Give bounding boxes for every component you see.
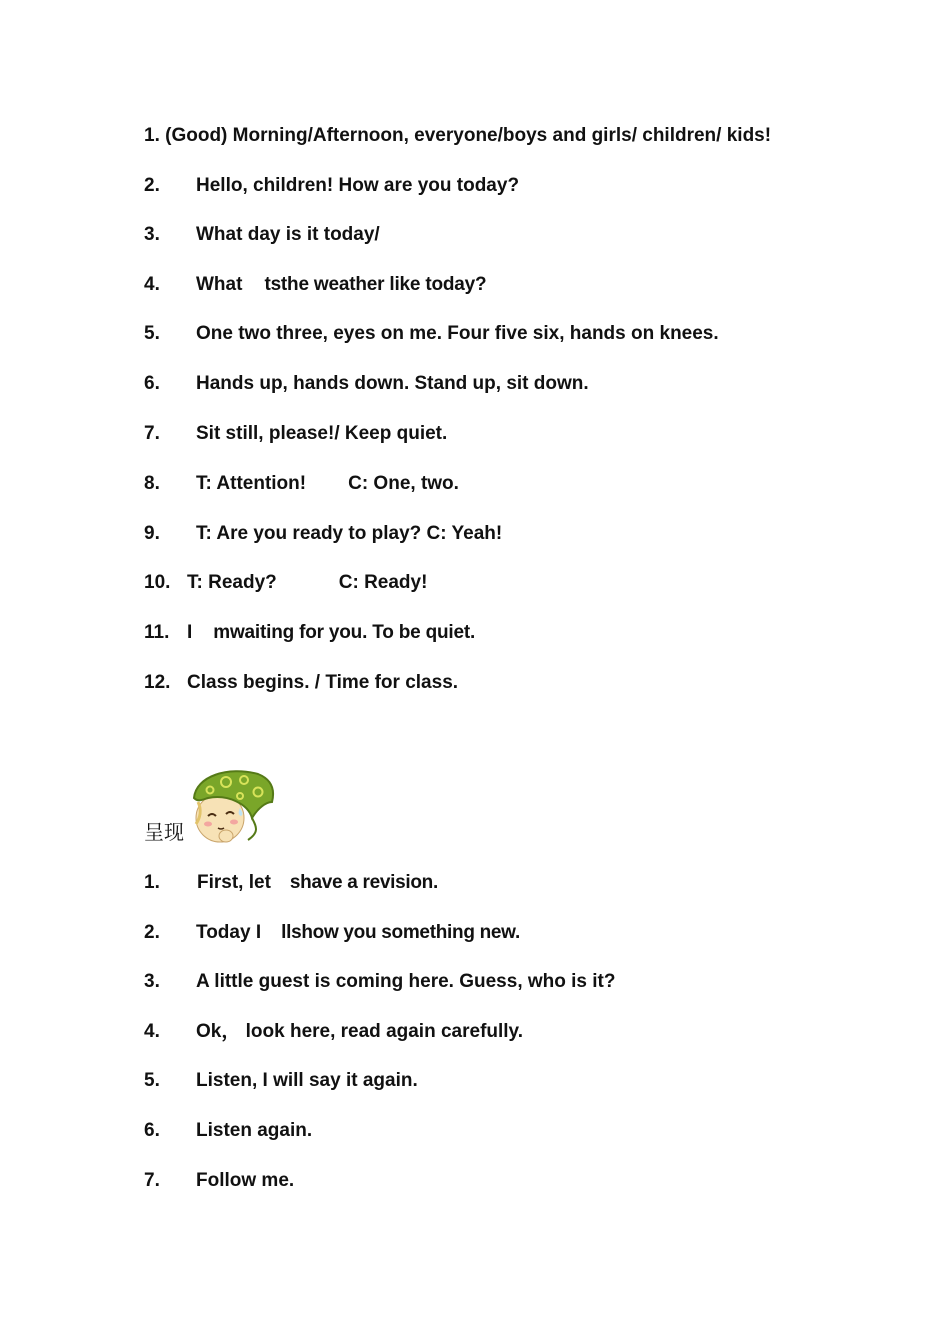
line-number: 5. (144, 1070, 160, 1091)
opening-line-1-text: 1. (Good) Morning/Afternoon, everyone/boys and girls/ children/ kids! (144, 125, 772, 146)
line-number: 3. (144, 971, 160, 992)
line-number: 10. (144, 572, 171, 593)
line-text-part2: tsthe weather like today? (264, 274, 487, 295)
line-number: 12. (144, 672, 171, 693)
line-number: 5. (144, 323, 160, 344)
line-text (187, 569, 427, 597)
line-text-part2: mwaiting for you. To be quiet. (213, 622, 476, 643)
line-text: One two three, eyes on me. Four five six, hands on knees. (196, 323, 719, 344)
line-text: Hello, children! How are you today? (196, 175, 520, 196)
line-text: Listen again. (196, 1120, 313, 1141)
line-text (196, 271, 486, 299)
line-number: 4. (144, 274, 160, 295)
line-text-part2: shave a revision. (289, 872, 438, 893)
line-text (197, 869, 438, 897)
line-text (196, 919, 520, 947)
line-text: Listen, I will say it again. (196, 1070, 418, 1091)
line-text: Follow me. (196, 1170, 295, 1191)
line-number: 2. (144, 175, 160, 196)
line-text-part2: C: One, two. (348, 473, 459, 494)
line-number: 7. (144, 1170, 160, 1191)
line-number: 8. (144, 473, 160, 494)
line-text: What day is it today/ (196, 224, 380, 245)
line-number: 7. (144, 423, 160, 444)
line-text-part1: T: Attention! (196, 473, 307, 494)
line-text: Ok， look here, read again carefully. (196, 1021, 523, 1042)
line-text: T: Are you ready to play? C: Yeah! (196, 523, 503, 544)
line-number: 2. (144, 922, 160, 943)
line-number: 4. (144, 1021, 160, 1042)
line-number: 3. (144, 224, 160, 245)
line-number: 9. (144, 523, 160, 544)
opening-line-1 (144, 122, 771, 150)
line-number: 11. (144, 622, 170, 643)
line-text-part1: Today I (196, 922, 262, 943)
line-number: 6. (144, 1120, 160, 1141)
line-text-part1: First, let (197, 872, 271, 893)
line-number: 1. (144, 872, 160, 893)
line-text-part1: T: Ready? (187, 572, 277, 593)
line-text-part2: C: Ready! (338, 572, 428, 593)
line-text (196, 470, 459, 498)
line-text: Hands up, hands down. Stand up, sit down. (196, 373, 589, 394)
line-text (187, 619, 475, 647)
line-text: Class begins. / Time for class. (187, 672, 459, 693)
line-text: Sit still, please!/ Keep quiet. (196, 423, 448, 444)
line-text-part1: I (187, 622, 193, 643)
leaf-hat-girl-icon (188, 768, 278, 848)
line-text-part2: llshow you something new. (281, 922, 520, 943)
section-title-presentation: 呈现 (144, 820, 184, 844)
line-text-part1: What (196, 274, 243, 295)
line-text: A little guest is coming here. Guess, who is it? (196, 971, 616, 992)
line-number: 6. (144, 373, 160, 394)
